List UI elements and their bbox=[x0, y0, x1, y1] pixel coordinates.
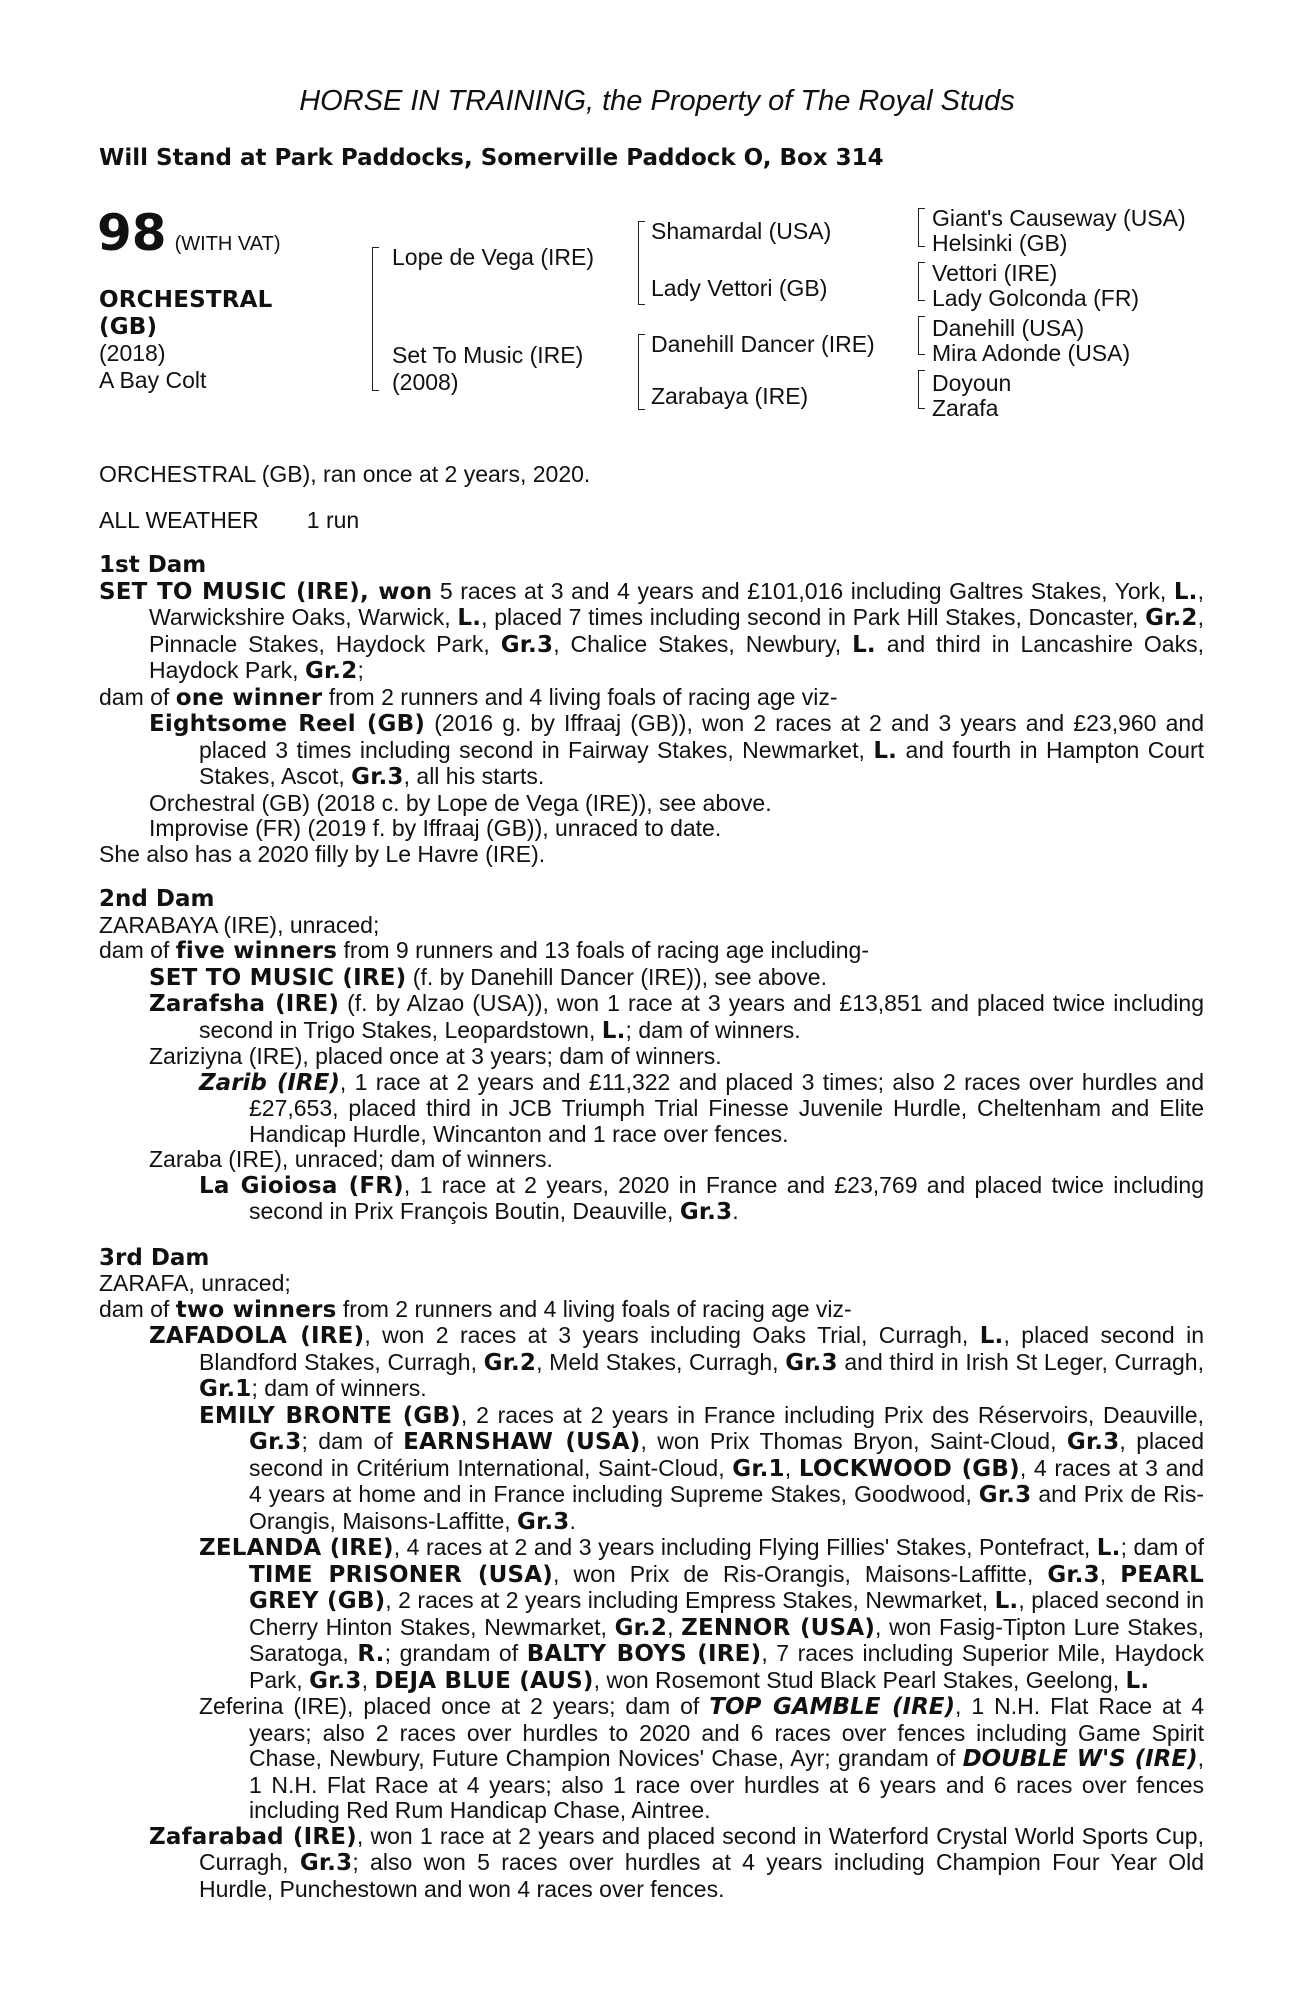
produce-name: EMILY BRONTE (GB) bbox=[199, 1402, 461, 1429]
text: , 1 N.H. Flat Race at 4 years; also 2 races over hurdles to 2020 and 6 races over fences including Game Spirit Chase, Newbury, Future Champion Novices' Chase, Ayr; grandam of bbox=[249, 1693, 1204, 1771]
pedigree-sire: Lope de Vega (IRE) bbox=[392, 244, 595, 270]
text: . bbox=[732, 1198, 739, 1224]
text: , 2 races at 2 years including Empress Stakes, Newmarket, bbox=[385, 1587, 995, 1613]
listed-label: L. bbox=[873, 737, 898, 764]
group-label: Gr.3 bbox=[517, 1508, 570, 1535]
text: , bbox=[1099, 1560, 1121, 1587]
produce-name: TIME PRISONER (USA) bbox=[249, 1561, 553, 1588]
text: , 7 races including Superior Mile, Haydock Park, bbox=[249, 1640, 1204, 1693]
produce-name: Zafarabad (IRE) bbox=[149, 1823, 357, 1850]
text: , 1 N.H. Flat Race at 4 years; also 1 race over hurdles at 6 years and 6 races over fences including Red Rum Handicap Chase, Aintree. bbox=[249, 1745, 1204, 1823]
produce-name: ZAFADOLA (IRE) bbox=[149, 1323, 365, 1349]
produce-emily-bronte bbox=[99, 1403, 1204, 1536]
text: dam of bbox=[99, 683, 176, 710]
pedigree-brace-dd bbox=[918, 370, 925, 409]
text: ; dam of winners. bbox=[625, 1016, 801, 1043]
produce-zafadola bbox=[99, 1323, 1204, 1403]
listed-label: L. bbox=[979, 1323, 1004, 1349]
text: , 2 races at 2 years in France including Prix des Réservoirs, Deauville, bbox=[460, 1401, 1204, 1428]
text: and fourth in Hampton Court Stakes, Ascot, bbox=[199, 736, 1205, 789]
catalogue-body bbox=[99, 462, 1204, 1902]
horse-origin: (GB) bbox=[99, 313, 158, 340]
text: (f. by Alzao (USA)), won 1 race at 3 years and £13,851 and placed twice including second in Trigo Stakes, Leopardstown, bbox=[199, 990, 1204, 1043]
produce-zarib bbox=[99, 1070, 1204, 1148]
listed-label: L. bbox=[1173, 578, 1198, 605]
stand-location: Will Stand at Park Paddocks, Somerville Paddock O, Box 314 bbox=[99, 145, 884, 171]
horse-name: ORCHESTRAL bbox=[99, 287, 273, 313]
produce-set-to-music bbox=[99, 965, 1204, 992]
produce-name: SET TO MUSIC (IRE) bbox=[149, 964, 407, 991]
text: ; dam of bbox=[1120, 1534, 1204, 1560]
horse-description: A Bay Colt bbox=[99, 366, 207, 393]
produce-name: LOCKWOOD (GB) bbox=[798, 1455, 1020, 1482]
group-label: Gr.3 bbox=[1066, 1429, 1120, 1455]
text: from 9 runners and 13 foals of racing age including- bbox=[337, 937, 869, 963]
produce-zelanda bbox=[99, 1535, 1204, 1694]
listed-label: L. bbox=[1096, 1535, 1121, 1561]
text: dam of bbox=[99, 937, 176, 963]
produce-zariziyna: Zariziyna (IRE), placed once at 3 years; dam of winners. bbox=[149, 1043, 722, 1069]
third-dam-name: ZARAFA, unraced; bbox=[99, 1270, 291, 1296]
text: , won Prix Thomas Bryon, Saint-Cloud, bbox=[640, 1428, 1067, 1454]
text: and Prix de Ris-Orangis, Maisons-Laffitte, bbox=[249, 1481, 1204, 1534]
text: and third in Irish St Leger, Curragh, bbox=[837, 1348, 1204, 1375]
listed-label: L. bbox=[457, 605, 482, 631]
text: , won 2 races at 3 years including Oaks Trial, Curragh, bbox=[364, 1322, 980, 1348]
pedigree-brace-ss bbox=[918, 208, 925, 247]
horse-year: (2018) bbox=[99, 340, 166, 366]
produce-name: La Gioiosa (FR) bbox=[199, 1172, 404, 1199]
group-label: Gr.2 bbox=[304, 658, 358, 684]
group-label: Gr.3 bbox=[679, 1199, 733, 1225]
group-label: Gr.3 bbox=[785, 1349, 838, 1376]
pedigree-brace-sd bbox=[918, 262, 925, 301]
group-label: Gr.1 bbox=[199, 1376, 252, 1402]
pedigree-sds: Vettori (IRE) bbox=[932, 260, 1058, 286]
group-label: Gr.3 bbox=[309, 1667, 362, 1694]
pedigree-brace-main bbox=[372, 247, 379, 391]
text: , bbox=[784, 1454, 799, 1481]
pedigree-ddd: Zarafa bbox=[932, 395, 999, 421]
pedigree-ssd: Helsinki (GB) bbox=[932, 230, 1068, 256]
text: , placed second in Cherry Hinton Stakes, Newmarket, bbox=[249, 1587, 1205, 1640]
first-dam-name: SET TO MUSIC (IRE), won bbox=[99, 578, 433, 605]
text: ; grandam of bbox=[384, 1640, 527, 1666]
produce-name: ZENNOR (USA) bbox=[681, 1614, 876, 1641]
produce-name: PEARL GREY (GB) bbox=[249, 1561, 1205, 1614]
text: , Pinnacle Stakes, Haydock Park, bbox=[149, 604, 1204, 657]
produce-name: DOUBLE W'S (IRE) bbox=[962, 1746, 1198, 1772]
all-weather-label: ALL WEATHER bbox=[99, 506, 259, 533]
listed-label: L. bbox=[852, 631, 876, 658]
first-dam-produce-summary bbox=[99, 685, 1204, 712]
produce-name: ZELANDA (IRE) bbox=[199, 1535, 394, 1561]
pedigree-brace-dam bbox=[638, 334, 645, 410]
group-label: Gr.3 bbox=[978, 1482, 1032, 1508]
text: Zeferina (IRE), placed once at 2 years; dam of bbox=[199, 1693, 710, 1719]
text: from 2 runners and 4 living foals of racing age viz- bbox=[322, 683, 838, 710]
group-label: Gr.3 bbox=[351, 764, 404, 790]
text: , 4 races at 3 and 4 years at home and in France including Supreme Stakes, Goodwood, bbox=[249, 1454, 1204, 1507]
all-weather-value: 1 run bbox=[306, 506, 360, 533]
race-summary: ORCHESTRAL (GB), ran once at 2 years, 2020. bbox=[99, 461, 591, 487]
produce-name: EARNSHAW (USA) bbox=[403, 1429, 641, 1455]
pedigree-dds: Doyoun bbox=[932, 370, 1012, 396]
produce-zarafsha bbox=[99, 991, 1204, 1044]
text: 5 races at 3 and 4 years and £101,016 including Galtres Stakes, York, bbox=[432, 577, 1174, 604]
pedigree-dam-year: (2008) bbox=[392, 369, 459, 395]
page-title: HORSE IN TRAINING, the Property of The Royal Studs bbox=[299, 85, 1015, 117]
produce-orchestral: Orchestral (GB) (2018 c. by Lope de Vega (IRE)), see above. bbox=[149, 789, 772, 816]
group-label: Gr.1 bbox=[732, 1455, 785, 1482]
pedigree-dsd: Mira Adonde (USA) bbox=[932, 340, 1131, 366]
group-label: Gr.3 bbox=[299, 1850, 353, 1876]
group-label: Gr.3 bbox=[1047, 1561, 1100, 1588]
text: ; dam of winners. bbox=[251, 1375, 427, 1401]
pedigree-brace-ds bbox=[918, 316, 925, 355]
produce-name: BALTY BOYS (IRE) bbox=[526, 1641, 762, 1667]
text: , bbox=[667, 1613, 682, 1640]
produce-improvise: Improvise (FR) (2019 f. by Iffraaj (GB)), unraced to date. bbox=[149, 815, 722, 841]
winner-count: two winners bbox=[175, 1296, 337, 1323]
text: , won Rosemont Stud Black Pearl Stakes, Geelong, bbox=[593, 1666, 1126, 1693]
produce-name: DEJA BLUE (AUS) bbox=[374, 1667, 594, 1694]
text: , won Fasig-Tipton Lure Stakes, Saratoga, bbox=[249, 1613, 1205, 1666]
produce-la-gioiosa bbox=[99, 1173, 1204, 1226]
text: , placed second in Blandford Stakes, Curragh, bbox=[199, 1322, 1205, 1375]
text: and third in Lancashire Oaks, Haydock Park, bbox=[149, 630, 1204, 683]
text: , won 1 race at 2 years and placed second in Waterford Crystal World Sports Cup, Curragh, bbox=[199, 1822, 1204, 1875]
text: , Warwickshire Oaks, Warwick, bbox=[149, 577, 1204, 630]
pedigree-dam-dam: Zarabaya (IRE) bbox=[651, 383, 809, 409]
text: dam of bbox=[99, 1295, 176, 1322]
winner-count: one winner bbox=[175, 684, 323, 711]
group-label: Gr.2 bbox=[1145, 605, 1198, 631]
listed-label: L. bbox=[1125, 1667, 1150, 1694]
horse-identity bbox=[99, 287, 339, 393]
produce-name: Zarafsha (IRE) bbox=[149, 991, 340, 1017]
vat-note: (WITH VAT) bbox=[174, 233, 281, 255]
pedigree-sdd: Lady Golconda (FR) bbox=[932, 285, 1140, 311]
pedigree-sire-dam: Lady Vettori (GB) bbox=[651, 275, 828, 301]
all-weather-record bbox=[99, 508, 1204, 534]
listed-label: L. bbox=[994, 1588, 1019, 1614]
pedigree-dam: Set To Music (IRE) bbox=[392, 342, 584, 368]
pedigree-sire-sire: Shamardal (USA) bbox=[651, 218, 832, 244]
first-dam-record bbox=[99, 579, 1204, 685]
third-dam-produce-summary bbox=[99, 1297, 1204, 1324]
pedigree-brace-sire bbox=[638, 221, 645, 305]
text: ; also won 5 races over hurdles at 4 years including Champion Four Year Old Hurdle, Punchestown and won 4 races over fences. bbox=[199, 1849, 1204, 1902]
text: , 1 race at 2 years and £11,322 and placed 3 times; also 2 races over hurdles and £27,653, placed third in JCB Triumph Trial Finesse Juvenile Hurdle, Cheltenham and Elite Handicap Hurdle, Wincanton and 1 race over fences. bbox=[249, 1068, 1204, 1147]
produce-name: Eightsome Reel (GB) bbox=[149, 711, 426, 737]
text: , Meld Stakes, Curragh, bbox=[536, 1348, 786, 1375]
text: . bbox=[569, 1507, 576, 1534]
text: , bbox=[361, 1666, 375, 1693]
produce-name: Zarib (IRE) bbox=[199, 1069, 340, 1096]
text: , won Prix de Ris-Orangis, Maisons-Laffitte, bbox=[553, 1560, 1048, 1587]
second-dam-produce-summary bbox=[99, 938, 1204, 965]
group-label: Gr.2 bbox=[614, 1614, 668, 1641]
produce-zaraba: Zaraba (IRE), unraced; dam of winners. bbox=[149, 1146, 553, 1172]
pedigree-sss: Giant's Causeway (USA) bbox=[932, 205, 1186, 231]
produce-note: She also has a 2020 filly by Le Havre (IRE). bbox=[99, 840, 546, 867]
text: (2016 g. by Iffraaj (GB)), won 2 races at 2 and 3 years and £23,960 and placed 3 times including second in Fairway Stakes, Newmarket, bbox=[199, 710, 1204, 763]
produce-zafarabad bbox=[99, 1824, 1204, 1903]
text: , placed second in Critérium International, Saint-Cloud, bbox=[249, 1428, 1205, 1481]
pedigree-dss: Danehill (USA) bbox=[932, 315, 1085, 341]
text: ; dam of bbox=[301, 1428, 404, 1454]
second-dam-name: ZARABAYA (IRE), unraced; bbox=[99, 911, 380, 938]
second-dam-heading: 2nd Dam bbox=[99, 886, 215, 912]
listed-label: L. bbox=[601, 1017, 626, 1044]
lot-number: 98 bbox=[97, 204, 167, 262]
text: , placed 7 times including second in Park Hill Stakes, Doncaster, bbox=[481, 604, 1146, 630]
winner-count: five winners bbox=[175, 938, 338, 964]
third-dam-heading: 3rd Dam bbox=[99, 1244, 210, 1271]
produce-eightsome-reel bbox=[99, 711, 1204, 791]
lot-number-block bbox=[97, 206, 281, 260]
restricted-label: R. bbox=[357, 1641, 385, 1667]
group-label: Gr.3 bbox=[249, 1429, 302, 1455]
text: (f. by Danehill Dancer (IRE)), see above. bbox=[406, 963, 827, 990]
text: ; bbox=[357, 657, 364, 683]
pedigree-dam-sire: Danehill Dancer (IRE) bbox=[651, 331, 875, 357]
produce-name: TOP GAMBLE (IRE) bbox=[709, 1694, 956, 1720]
text: , all his starts. bbox=[403, 763, 545, 789]
produce-zeferina bbox=[99, 1694, 1204, 1824]
group-label: Gr.2 bbox=[483, 1349, 537, 1376]
group-label: Gr.3 bbox=[500, 631, 554, 658]
text: , Chalice Stakes, Newbury, bbox=[553, 630, 853, 657]
text: from 2 runners and 4 living foals of racing age viz- bbox=[336, 1295, 852, 1322]
text: , 4 races at 2 and 3 years including Flying Fillies' Stakes, Pontefract, bbox=[393, 1534, 1097, 1560]
first-dam-heading: 1st Dam bbox=[99, 552, 207, 578]
text: , 1 race at 2 years, 2020 in France and £23,769 and placed twice including second in Prix François Boutin, Deauville, bbox=[249, 1171, 1204, 1224]
